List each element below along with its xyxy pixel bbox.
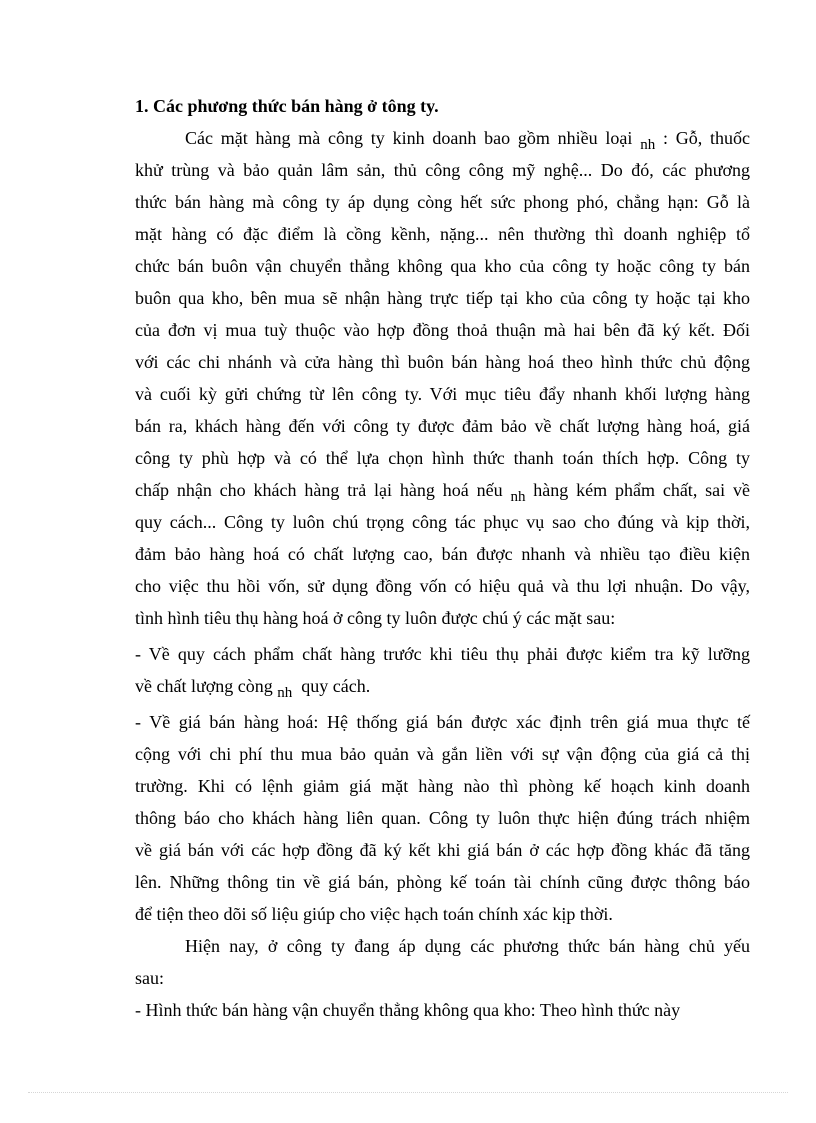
text-line: cho việc thu hồi vốn, sử dụng đồng vốn có hiệu quả và thu lợi nhuận. Do vậy, [135, 576, 750, 596]
text-line: thức bán hàng mà công ty áp dụng còng hết sức phong phó, chẳng hạn: Gỗ là [135, 192, 750, 212]
text-line: và cuối kỳ gửi chứng từ lên công ty. Với mục tiêu đẩy nhanh khối lượng hàng [135, 384, 750, 404]
text-line: thông báo cho khách hàng liên quan. Công ty luôn thực hiện đúng trách nhiệm [135, 808, 750, 828]
text-line: trường. Khi có lệnh giảm giá mặt hàng nào thì phòng kế hoạch kinh doanh [135, 776, 750, 796]
text-line: buôn qua kho, bên mua sẽ nhận hàng trực tiếp tại kho của công ty hoặc tại kho [135, 288, 750, 308]
text-line: - Về giá bán hàng hoá: Hệ thống giá bán được xác định trên giá mua thực tế [135, 712, 750, 732]
text-line: tình hình tiêu thụ hàng hoá ở công ty luôn được chú ý các mặt sau: [135, 608, 616, 628]
text-line: về giá bán với các hợp đồng đã ký kết khi giá bán ở các hợp đồng khác đã tăng [135, 840, 750, 860]
text-line: Hiện nay, ở công ty đang áp dụng các phương thức bán hàng chủ yếu [185, 936, 750, 956]
page-bottom-rule [28, 1092, 788, 1093]
text-line: khử trùng và bảo quản lâm sản, thủ công công mỹ nghệ... Do đó, các phương [135, 160, 750, 180]
subscript-mark: nh [640, 137, 656, 153]
text-line: với các chi nhánh và cửa hàng thì buôn bán hàng hoá theo hình thức chủ động [135, 352, 750, 372]
text-line: đảm bảo hàng hoá có chất lượng cao, bán được nhanh và nhiều tạo điều kiện [135, 544, 750, 564]
text-line: sau: [135, 968, 164, 988]
text-line: để tiện theo dõi số liệu giúp cho việc hạch toán chính xác kịp thời. [135, 904, 613, 924]
text-line: quy cách... Công ty luôn chú trọng công tác phục vụ sao cho đúng và kịp thời, [135, 512, 750, 532]
text-line: Các mặt hàng mà công ty kinh doanh bao gồm nhiều loại $_{nh}$ : Gỗ, thuốc [185, 128, 751, 153]
text-line: - Hình thức bán hàng vận chuyển thẳng không qua kho: Theo hình thức này [135, 1000, 681, 1020]
text-line: cộng với chi phí thu mua bảo quản và gắn liền với sự vận động của giá cả thị [135, 744, 750, 764]
text-line: lên. Những thông tin về giá bán, phòng kế toán tài chính cũng được thông báo [135, 872, 750, 892]
section-heading: 1. Các phương thức bán hàng ở tông ty. [135, 96, 439, 116]
text-line: chấp nhận cho khách hàng trả lại hàng hoá nếu $_{nh}$ hàng kém phẩm chất, sai về [135, 480, 751, 505]
text-line: công ty phù hợp và có thể lựa chọn hình thức thanh toán thích hợp. Công ty [135, 448, 750, 468]
text-line: của đơn vị mua tuỳ thuộc vào hợp đồng thoả thuận mà hai bên đã ký kết. Đối [135, 320, 750, 340]
text-line: chức bán buôn vận chuyển thẳng không qua kho của công ty hoặc công ty bán [135, 256, 750, 276]
subscript-mark: nh [510, 489, 526, 505]
text-line: bán ra, khách hàng đến với công ty được đảm bảo về chất lượng hàng hoá, giá [135, 416, 750, 436]
subscript-mark: nh [277, 685, 293, 701]
text-line: về chất lượng còng $_{nh}$ quy cách. [135, 676, 371, 701]
text-line: mặt hàng có đặc điểm là cồng kềnh, nặng... nên thường thì doanh nghiệp tổ [135, 224, 750, 244]
text-line: - Về quy cách phẩm chất hàng trước khi tiêu thụ phải được kiểm tra kỹ lưỡng [135, 644, 750, 664]
